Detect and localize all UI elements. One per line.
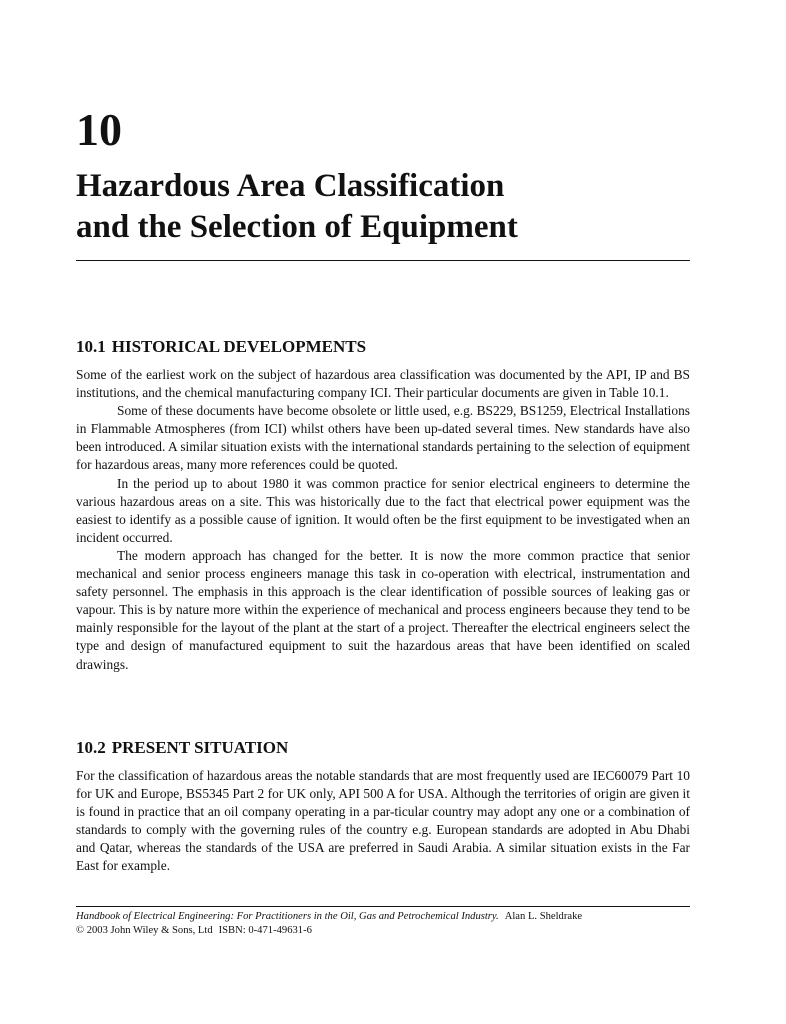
- footer-line-2: [76, 924, 690, 938]
- section-number: 10.2: [76, 738, 106, 757]
- footer-line-1: [76, 910, 690, 924]
- paragraph: In the period up to about 1980 it was common practice for senior electrical engineers to determine the various hazardous areas on a site. This was historically due to the fact that electrical power equipment was the easiest to identify as a possible cause of ignition. It would often be the first equipment to be investigated when an incident occurred.: [76, 475, 690, 545]
- copyright-notice: © 2003 John Wiley & Sons, Ltd: [76, 925, 213, 936]
- paragraph: Some of these documents have become obsolete or little used, e.g. BS229, BS1259, Electrical Installations in Flammable Atmospheres (from ICI) whilst others have been up-dated several times. New standards have also been introduced. A similar situation exists with the international standards pertaining to the selection of equipment for hazardous areas, many more references could be quoted.: [76, 403, 690, 473]
- section-heading: [76, 336, 690, 358]
- title-divider: [76, 260, 690, 261]
- paragraph: For the classification of hazardous areas the notable standards that are most frequently used are IEC60079 Part 10 for UK and Europe, BS5345 Part 2 for UK only, API 500 A for USA. Although the territories of origin are given it is found in practice that an oil company operating in a par-ticular country may adopt any one or a combination of standards to comply with the governing rules of the country e.g. European standards are adopted in Abu Dhabi and Qatar, whereas the standards of the USA are preferred in Saudi Arabia. A similar situation exists in the Far East for example.: [76, 768, 690, 874]
- section-present-situation: [76, 737, 690, 876]
- page-footer: [76, 910, 690, 938]
- chapter-number: 10: [76, 104, 122, 155]
- paragraph: Some of the earliest work on the subject of hazardous area classification was documented by the API, IP and BS institutions, and the chemical manufacturing company ICI. Their particular documents are given in Table 10.1.: [76, 367, 690, 401]
- chapter-title-line-1: Hazardous Area Classification: [76, 168, 505, 204]
- book-title: Handbook of Electrical Engineering: For Practitioners in the Oil, Gas and Petrochemical Industry.: [76, 911, 499, 922]
- paragraph: The modern approach has changed for the better. It is now the more common practice that senior mechanical and senior process engineers manage this task in co-operation with electrical, instrumentation and safety personnel. The emphasis in this approach is the clear identification of possible sources of leaking gas or vapour. This is by nature more within the experience of mechanical and process engineers because they tend to be mainly responsible for the layout of the plant at the start of a project. Thereafter the electrical engineers select the type and design of manufactured equipment to suit the hazardous areas that have been identified on scaled drawings.: [76, 547, 690, 672]
- section-title: PRESENT SITUATION: [111, 738, 289, 757]
- isbn: ISBN: 0-471-49631-6: [218, 925, 312, 936]
- section-heading: [76, 737, 690, 759]
- section-title: HISTORICAL DEVELOPMENTS: [111, 337, 367, 356]
- footer-divider: [76, 906, 690, 907]
- section-historical-developments: [76, 336, 690, 674]
- chapter-title: [76, 166, 696, 248]
- chapter-title-line-2: and the Selection of Equipment: [76, 209, 518, 245]
- author-name: Alan L. Sheldrake: [504, 911, 583, 922]
- section-number: 10.1: [76, 337, 106, 356]
